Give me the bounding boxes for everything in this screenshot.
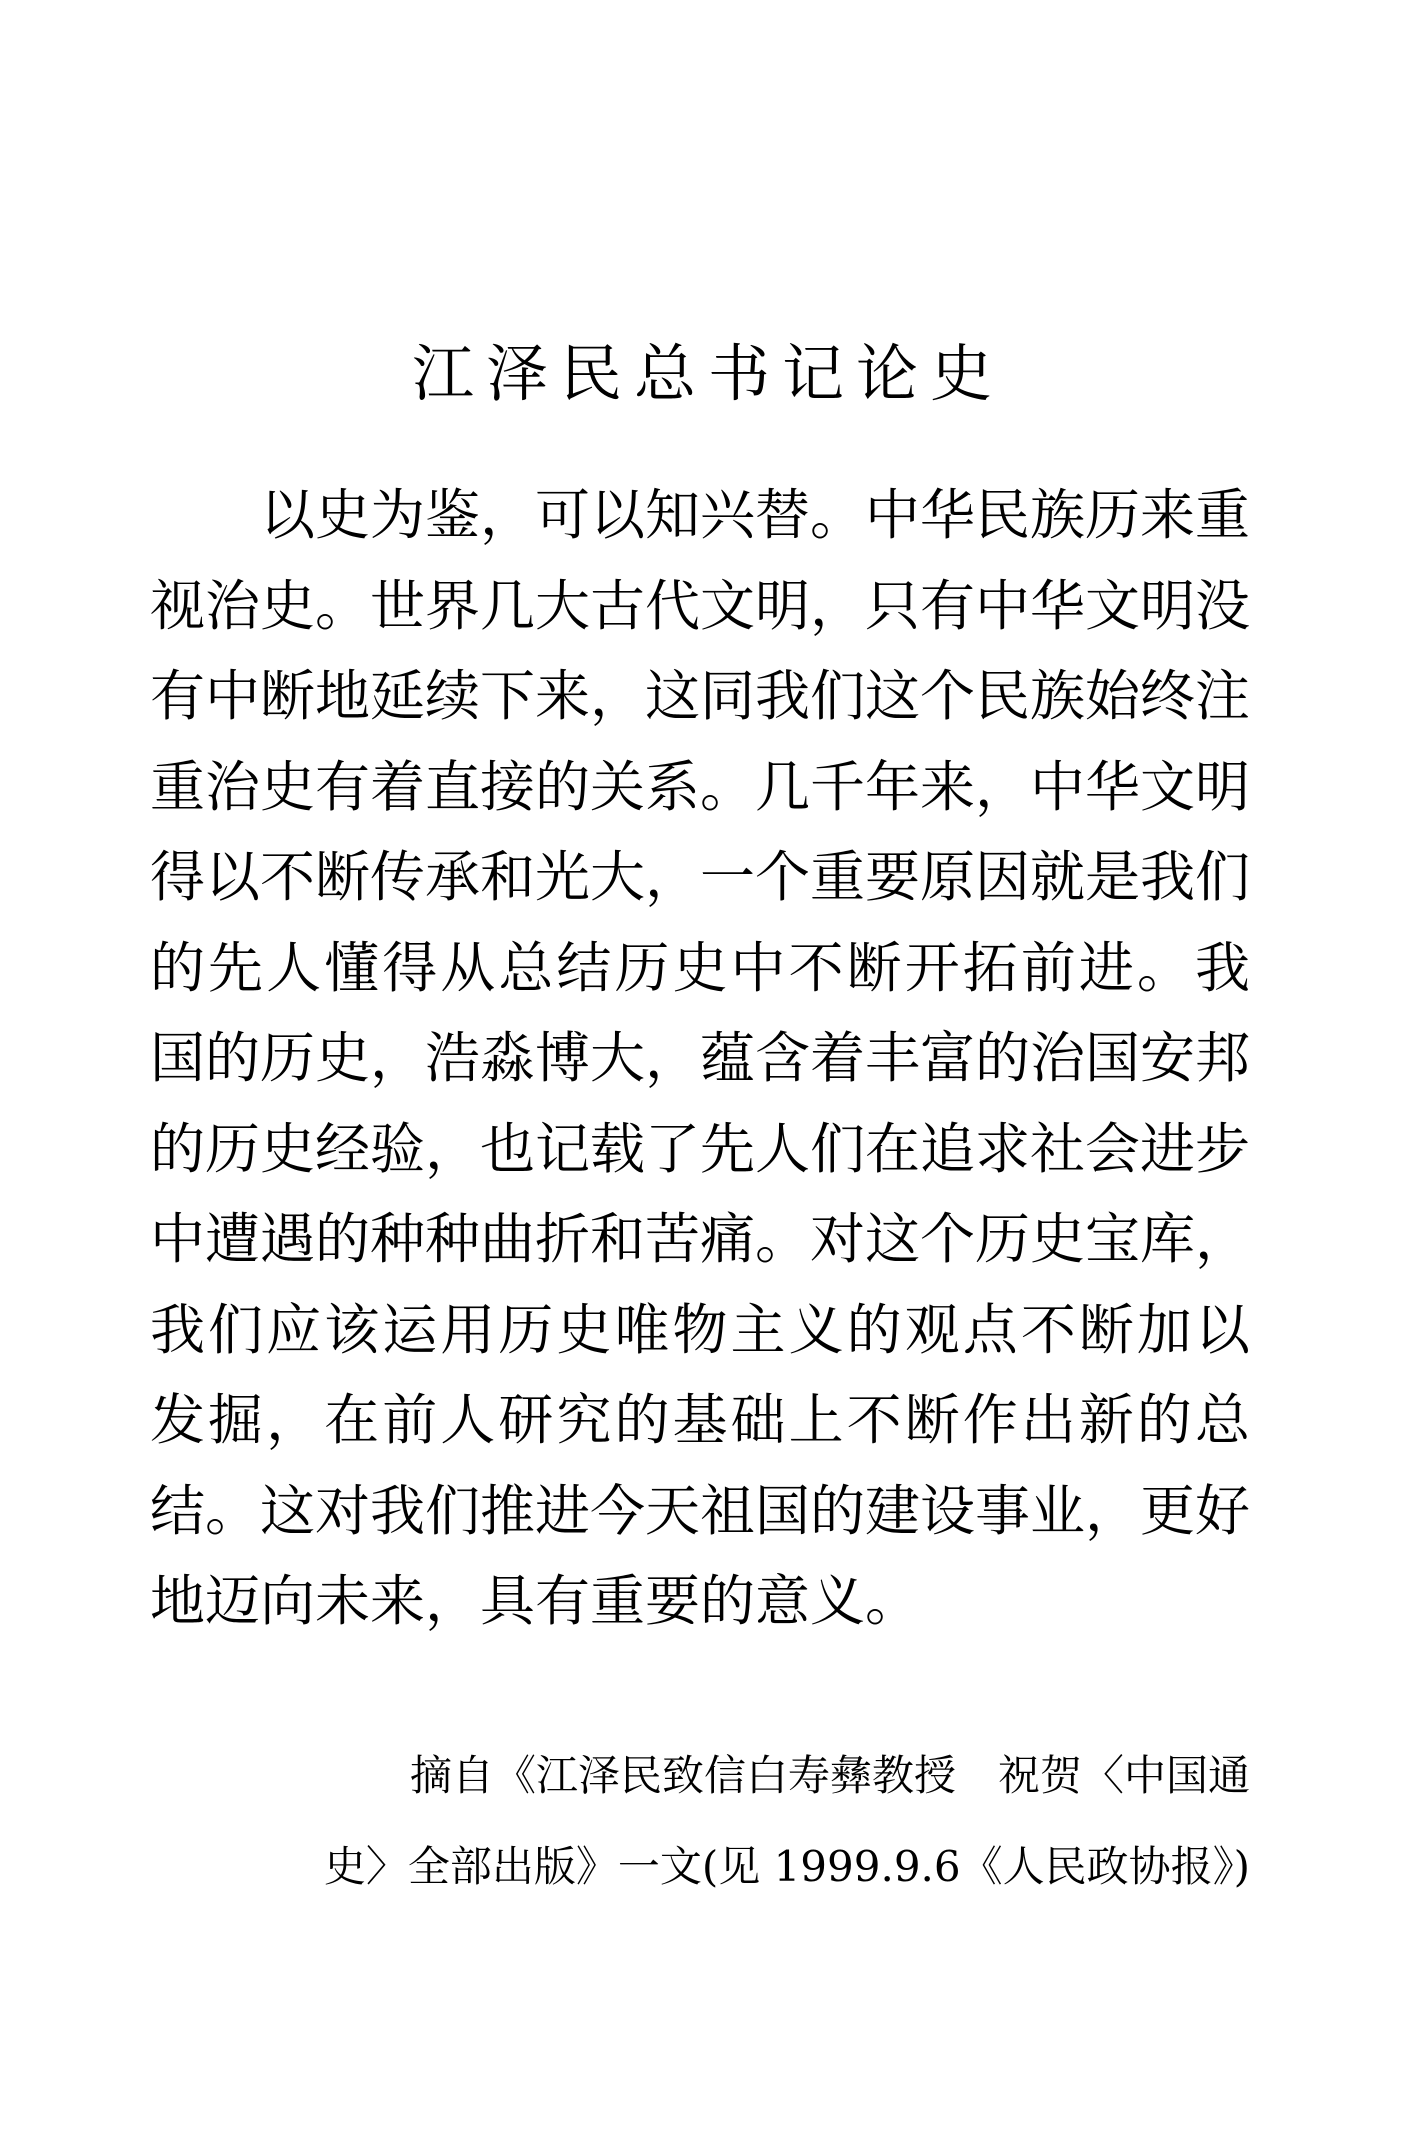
- body-line: 有中断地延续下来，这同我们这个民族始终注: [150, 664, 1251, 728]
- body-line: 结。这对我们推进今天祖国的建设事业，更好: [150, 1478, 1251, 1543]
- body-line: 中遭遇的种种曲折和苦痛。对这个历史宝库，: [150, 1207, 1251, 1271]
- body-line: 的历史经验，也记载了先人们在追求社会进步: [150, 1116, 1251, 1181]
- body-line: 发掘，在前人研究的基础上不断作出新的总: [150, 1388, 1250, 1452]
- citation-line: 摘自《江泽民致信白寿彝教授 祝贺〈中国通: [409, 1751, 1250, 1800]
- body-line: 得以不断传承和光大，一个重要原因就是我们: [150, 845, 1251, 909]
- page-title: 江泽民总书记论史: [411, 336, 1004, 410]
- body-paragraph: [150, 470, 1250, 1647]
- body-line: 以史为鉴，可以知兴替。中华民族历来重: [260, 483, 1251, 547]
- body-line: 重治史有着直接的关系。几千年来，中华文明: [150, 754, 1251, 819]
- source-citation: [275, 1730, 1250, 1912]
- body-line: 视治史。世界几大古代文明，只有中华文明没: [150, 573, 1251, 638]
- body-line: 国的历史，浩淼博大，蕴含着丰富的治国安邦: [150, 1026, 1251, 1090]
- citation-line: 史〉全部出版》一文(见 1999.9.6《人民政协报》): [323, 1842, 1250, 1891]
- body-line: 的先人懂得从总结历史中不断开拓前进。我: [150, 935, 1250, 1000]
- body-line: 地迈向未来，具有重要的意义。: [150, 1569, 921, 1633]
- body-line: 我们应该运用历史唯物主义的观点不断加以: [150, 1297, 1250, 1362]
